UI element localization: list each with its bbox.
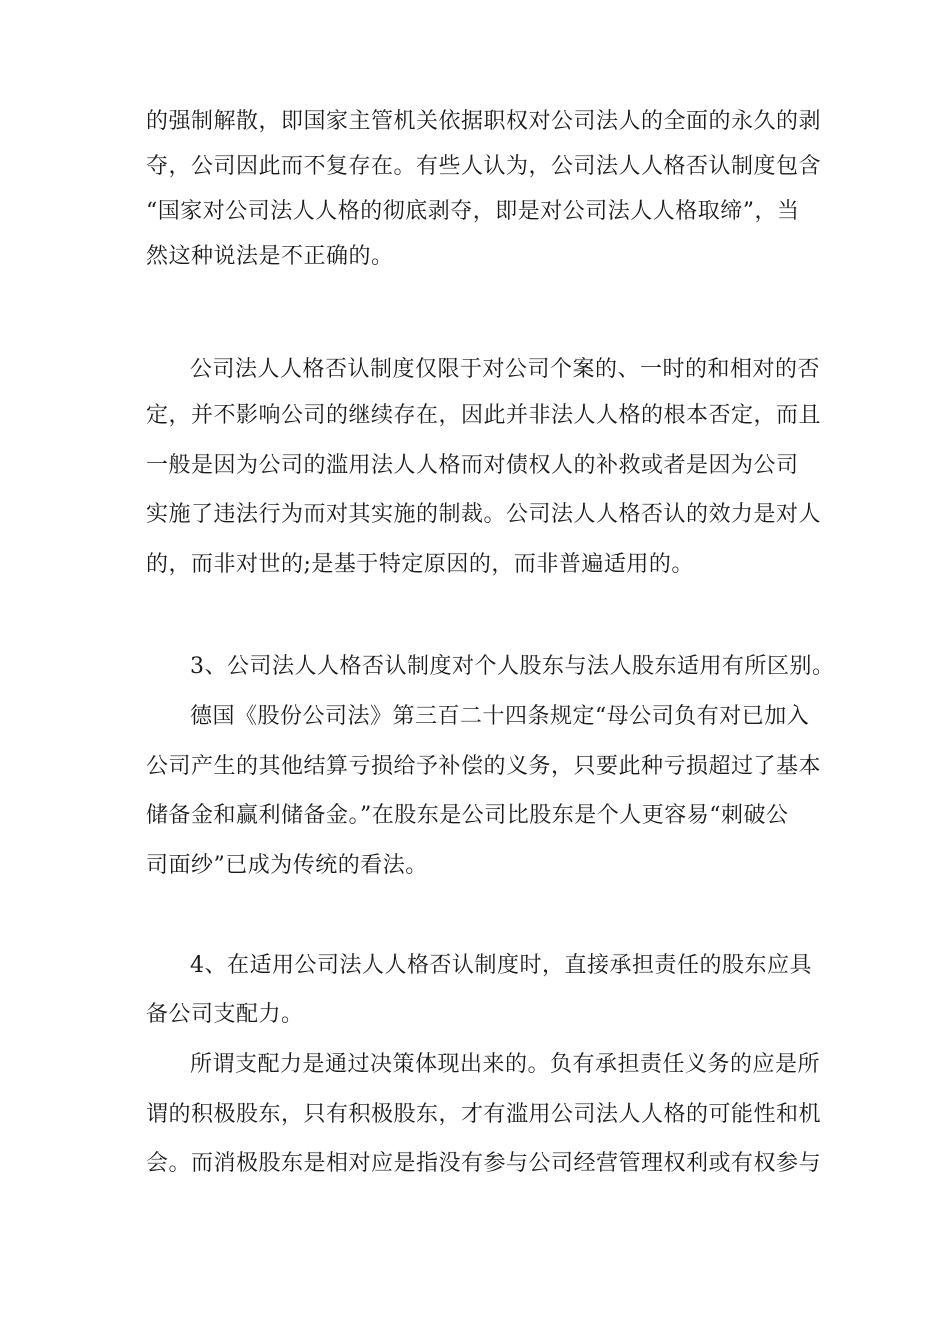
text-line: 所谓支配力是通过决策体现出来的。负有承担责任义务的应是所 — [190, 1052, 821, 1077]
text-line: 4、在适用公司法人人格否认制度时，直接承担责任的股东应具 — [190, 953, 812, 978]
text-line: 公司法人人格否认制度仅限于对公司个案的、一时的和相对的否 — [190, 357, 821, 382]
text-line: 备公司支配力。 — [146, 1002, 304, 1027]
text-line: 谓的积极股东，只有积极股东，才有滥用公司法人人格的可能性和机 — [146, 1102, 822, 1127]
text-line: 会。而消极股东是相对应是指没有参与公司经营管理权利或有权参与 — [146, 1151, 822, 1176]
text-line: 实施了违法行为而对其实施的制裁。公司法人人格否认的效力是对人 — [146, 502, 822, 527]
text-line: 储备金和赢利储备金。”在股东是公司比股东是个人更容易“刺破公 — [146, 803, 789, 828]
text-line: 司面纱”已成为传统的看法。 — [146, 853, 428, 878]
text-line: 的，而非对世的;是基于特定原因的，而非普遍适用的。 — [146, 552, 694, 577]
text-line: 然这种说法是不正确的。 — [146, 244, 394, 269]
text-line: 夺，公司因此而不复存在。有些人认为，公司法人人格否认制度包含 — [146, 154, 822, 179]
text-line: 3、公司法人人格否认制度对个人股东与法人股东适用有所区别。 — [190, 654, 835, 679]
text-line: 公司产生的其他结算亏损给予补偿的义务，只要此种亏损超过了基本 — [146, 754, 822, 779]
text-line: “国家对公司法人人格的彻底剥夺，即是对公司法人人格取缔”，当 — [146, 199, 800, 224]
text-line: 德国《股份公司法》第三百二十四条规定“母公司负有对已加入 — [190, 704, 810, 729]
text-line: 一般是因为公司的滥用法人人格而对债权人的补救或者是因为公司 — [146, 453, 799, 478]
text-line: 的强制解散，即国家主管机关依据职权对公司法人的全面的永久的剥 — [146, 109, 822, 134]
text-line: 定，并不影响公司的继续存在，因此并非法人人格的根本否定，而且 — [146, 403, 822, 428]
